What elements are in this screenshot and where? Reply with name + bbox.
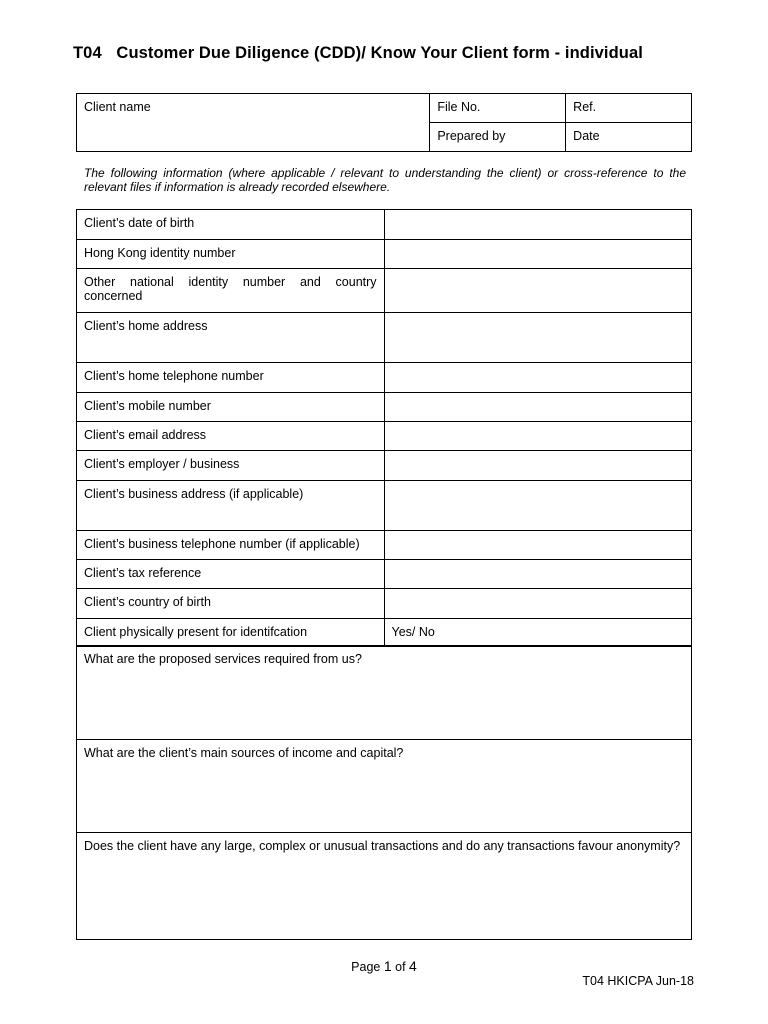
table-row	[77, 481, 692, 531]
country-of-birth-label: Client’s country of birth	[77, 589, 385, 619]
table-row	[77, 210, 692, 240]
table-row	[77, 240, 692, 269]
proposed-services-field[interactable]	[77, 646, 692, 740]
intro-text: The following information (where applicable / relevant to understanding the client) or cross-reference to the relevant files if information is already recorded elsewhere.	[84, 166, 686, 194]
ref-label: Ref.	[573, 100, 597, 114]
questions-table	[76, 645, 692, 940]
tax-reference-field[interactable]	[384, 560, 691, 589]
home-address-field[interactable]	[384, 313, 691, 363]
tax-reference-label: Client’s tax reference	[77, 560, 385, 589]
table-row	[77, 740, 692, 833]
business-phone-label: Client’s business telephone number (if applicable)	[77, 531, 385, 560]
file-no-label: File No.	[437, 100, 481, 114]
proposed-services-question: What are the proposed services required from us?	[84, 652, 362, 666]
header-table	[76, 93, 692, 152]
income-sources-question: What are the client’s main sources of income and capital?	[84, 746, 404, 760]
hkid-field[interactable]	[384, 240, 691, 269]
dob-label: Client’s date of birth	[77, 210, 385, 240]
table-row	[77, 269, 692, 313]
client-name-label: Client name	[84, 100, 151, 114]
table-row	[77, 589, 692, 619]
table-row	[77, 560, 692, 589]
unusual-transactions-field[interactable]	[77, 833, 692, 940]
table-row	[77, 833, 692, 940]
employer-field[interactable]	[384, 451, 691, 481]
unusual-transactions-question: Does the client have any large, complex or unusual transactions and do any transactions favour anonymity?	[84, 839, 681, 853]
document-code: T04	[73, 44, 102, 62]
document-title-text: Customer Due Diligence (CDD)/ Know Your Client form - individual	[116, 44, 643, 62]
footer-reference: T04 HKICPA Jun-18	[582, 974, 694, 988]
table-row	[77, 393, 692, 422]
physically-present-field[interactable]: Yes/ No	[384, 619, 691, 647]
business-address-label: Client’s business address (if applicable)	[77, 481, 385, 531]
country-of-birth-field[interactable]	[384, 589, 691, 619]
date-field[interactable]	[566, 123, 692, 152]
employer-label: Client’s employer / business	[77, 451, 385, 481]
file-no-field[interactable]	[430, 94, 566, 123]
home-phone-field[interactable]	[384, 363, 691, 393]
page-total: 4	[409, 958, 417, 974]
email-label: Client’s email address	[77, 422, 385, 451]
client-name-field[interactable]	[77, 94, 430, 152]
income-sources-field[interactable]	[77, 740, 692, 833]
home-address-label: Client’s home address	[77, 313, 385, 363]
date-label: Date	[573, 129, 600, 143]
other-id-label: Other national identity number and country concerned	[77, 269, 385, 313]
table-row	[77, 646, 692, 740]
business-address-field[interactable]	[384, 481, 691, 531]
page-current: 1	[383, 958, 392, 974]
table-row	[77, 531, 692, 560]
prepared-by-label: Prepared by	[437, 129, 506, 143]
physically-present-label: Client physically present for identifcation	[77, 619, 385, 647]
client-details-table	[76, 209, 692, 647]
home-phone-label: Client’s home telephone number	[77, 363, 385, 393]
table-row	[77, 451, 692, 481]
page-number	[0, 958, 768, 974]
page-word: Page	[351, 960, 381, 974]
table-row	[77, 619, 692, 647]
document-title	[73, 44, 713, 63]
mobile-field[interactable]	[384, 393, 691, 422]
prepared-by-field[interactable]	[430, 123, 566, 152]
business-phone-field[interactable]	[384, 531, 691, 560]
mobile-label: Client’s mobile number	[77, 393, 385, 422]
dob-field[interactable]	[384, 210, 691, 240]
other-id-field[interactable]	[384, 269, 691, 313]
table-row	[77, 313, 692, 363]
table-row	[77, 422, 692, 451]
page-of: of	[395, 960, 406, 974]
hkid-label: Hong Kong identity number	[77, 240, 385, 269]
ref-field[interactable]	[566, 94, 692, 123]
email-field[interactable]	[384, 422, 691, 451]
table-row	[77, 363, 692, 393]
